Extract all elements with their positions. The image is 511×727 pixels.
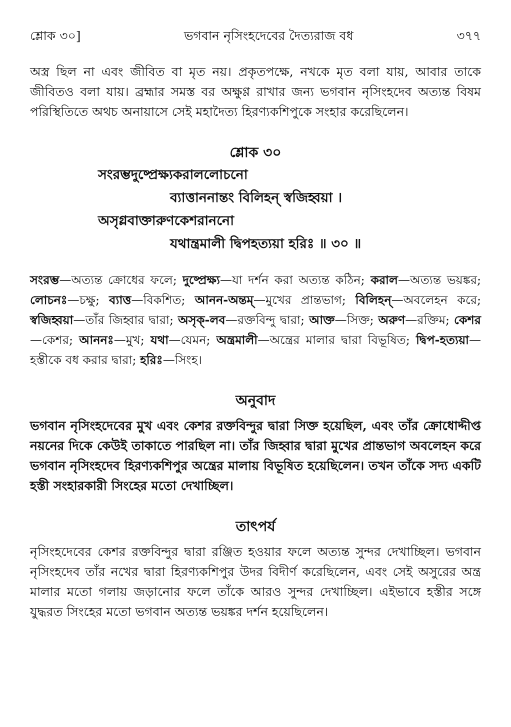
synonym-term: অরুণ	[378, 313, 406, 327]
running-header	[30, 28, 481, 50]
synonym-term: আননঃ	[79, 333, 114, 347]
verse-line-3: অসৃগ্লবাক্তারুণকেশরাননো	[98, 213, 235, 229]
synonym-meaning: বিকশিত;	[143, 293, 195, 307]
synonym-meaning: অত্যন্ত ক্রোধের ফলে;	[71, 273, 183, 287]
verse-line-2: ব্যাত্তাননান্তং বিলিহন্ স্বজিহ্বয়া ।	[170, 190, 343, 206]
synonym-meaning: চক্ষু;	[79, 293, 110, 307]
synonym-meaning: মুখের প্রান্তভাগ;	[265, 293, 356, 307]
synonym-term: সংরম্ভ	[30, 273, 60, 287]
verse-title: শ্লোক ৩০	[229, 145, 282, 161]
synonym-meaning: তাঁর জিহ্বার দ্বারা;	[85, 313, 178, 327]
purport-text: নৃসিংহদেবের কেশর রক্তবিন্দুর দ্বারা রঞ্জিত হওয়ার ফলে অত্যন্ত সুন্দর দেখাচ্ছিল। ভগবান নৃসিংহদেব তাঁর নখের দ্বারা হিরণ্যকশিপুর উদর বিদীর্ণ করেছিলেন, এবং সেই অসুরের অন্ত্র মালার মতো গলায় জড়ানোর ফলে তাঁকে আরও সুন্দর দেখাচ্ছিল। এইভাবে হস্তীর সঙ্গে যুদ্ধরত সিংহের মতো ভগবান অত্যন্ত ভয়ঙ্কর দর্শন হয়েছিলেন।	[30, 544, 481, 619]
synonym-term: স্বজিহ্বয়া	[30, 313, 74, 327]
header-chapter-title: ভগবান নৃসিংহদেবের দৈত্যরাজ বধ	[183, 28, 354, 43]
page-number: ৩৭৭	[456, 28, 481, 43]
synonym-term: লোচনঃ	[30, 293, 68, 307]
synonym-term: দুষ্প্রেক্ষ্য	[182, 273, 220, 287]
synonym-meaning: অত্যন্ত ভয়ঙ্কর;	[409, 273, 482, 287]
word-synonyms: সংরম্ভ—অত্যন্ত ক্রোধের ফলে; দুষ্প্রেক্ষ্য—যা দর্শন করা অত্যন্ত কঠিন; করাল—অত্যন্ত ভয়ঙ্কর; লোচনঃ—চক্ষু; ব্যাত্ত—বিকশিত; আনন-অন্তম্—মুখের প্রান্তভাগ; বিলিহন্—অবলেহন করে; স্বজিহ্বয়া—তাঁর জিহ্বার দ্বারা; অসৃক্-লব—রক্তবিন্দু দ্বারা; আক্ত—সিক্ত; অরুণ—রক্তিম; কেশর—কেশর; আননঃ—মুখ; যথা—যেমন; অন্ত্রমালী—অন্ত্রের মালার দ্বারা বিভূষিত; দ্বিপ-হত্যয়া—হস্তীকে বধ করার দ্বারা; হরিঃ—সিংহ।	[30, 273, 482, 367]
synonym-meaning: অন্ত্রের মালার দ্বারা বিভূষিত;	[269, 333, 416, 347]
sanskrit-verse	[30, 164, 481, 256]
verse-line-1: সংরম্ভদুষ্প্রেক্ষ্যকরাললোচনো	[98, 167, 248, 183]
synonym-meaning: মুখ;	[125, 333, 151, 347]
synonym-meaning: রক্তিম;	[417, 313, 455, 327]
synonym-term: কেশর	[454, 313, 482, 327]
synonym-term: বিলিহন্	[355, 293, 392, 307]
synonym-term: দ্বিপ-হত্যয়া	[416, 333, 470, 347]
synonym-term: ব্যাত্ত	[109, 293, 132, 307]
synonym-meaning: সিক্ত;	[346, 313, 379, 327]
synonym-term: করাল	[370, 273, 398, 287]
synonym-meaning: সিংহ।	[174, 353, 202, 367]
synonym-meaning: কেশর;	[42, 333, 80, 347]
synonym-term: আক্ত	[309, 313, 335, 327]
intro-paragraph: অস্ত্র ছিল না এবং জীবিত বা মৃত নয়। প্রকৃতপক্ষে, নখকে মৃত বলা যায়, আবার তাকে জীবিতও বলা যায়। ব্রহ্মার সমস্ত বর অক্ষুণ্ণ রাখার জন্য ভগবান নৃসিংহদেব অত্যন্ত বিষম পরিস্থিতিতে অথচ অনায়াসে সেই মহাদৈত্য হিরণ্যকশিপুকে সংহার করেছিলেন।	[30, 64, 481, 119]
purport-title: তাৎপর্য	[235, 519, 276, 535]
translation-title: অনুবাদ	[235, 393, 276, 409]
synonym-meaning: রক্তবিন্দু দ্বারা;	[237, 313, 310, 327]
synonym-term: আনন-অন্তম্	[194, 293, 254, 307]
translation-text: ভগবান নৃসিংহদেবের মুখ এবং কেশর রক্তবিন্দুর দ্বারা সিক্ত হয়েছিল, এবং তাঁর ক্রোধোদ্দীপ্ত নয়নের দিকে কেউই তাকাতে পারছিল না। তাঁর জিহ্বার দ্বারা মুখের প্রান্তভাগ অবলেহন করে ভগবান নৃসিংহদেব হিরণ্যকশিপুর অন্ত্রের মালায় বিভূষিত হয়েছিলেন। তখন তাঁকে সদ্য একটি হস্তী সংহারকারী সিংহের মতো দেখাচ্ছিল।	[30, 418, 481, 493]
synonym-meaning: যেমন;	[180, 333, 217, 347]
synonym-term: অসৃক্-লব	[178, 313, 226, 327]
synonym-term: যথা	[150, 333, 169, 347]
synonym-term: হরিঃ	[140, 353, 163, 367]
synonym-meaning: যা দর্শন করা অত্যন্ত কঠিন;	[231, 273, 371, 287]
synonym-term: অন্ত্রমালী	[216, 333, 258, 347]
synonym-meaning: হস্তীকে বধ করার দ্বারা;	[30, 353, 141, 367]
verse-line-4: যথান্ত্রমালী দ্বিপহত্যয়া হরিঃ ॥ ৩০ ॥	[170, 236, 362, 252]
synonym-meaning: অবলেহন করে;	[403, 293, 481, 307]
header-verse-ref: শ্লোক ৩০]	[30, 28, 81, 43]
